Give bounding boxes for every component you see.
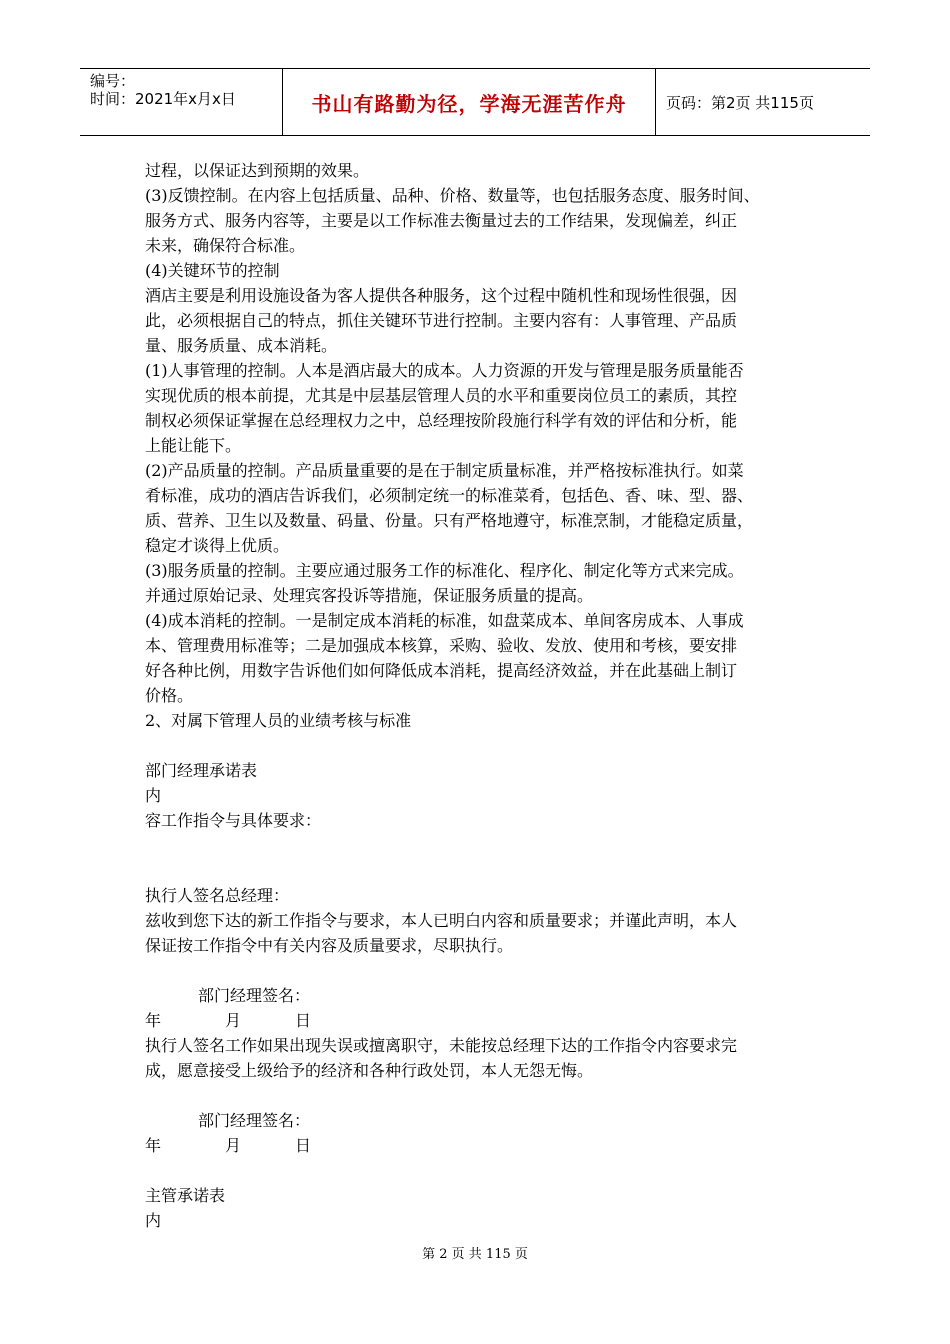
- body-line: 上能让能下。: [145, 436, 242, 455]
- form-executor-gm: 执行人签名总经理：: [145, 886, 290, 905]
- header-table: [80, 68, 870, 136]
- form-statement: 兹收到您下达的新工作指令与要求，本人已明白内容和质量要求；并谨此声明，本人: [145, 911, 738, 930]
- form-label-nei: 内: [145, 1211, 162, 1230]
- date-month: 月: [225, 1011, 242, 1030]
- body-line: (4)关键环节的控制: [145, 261, 280, 280]
- body-line: 过程，以保证达到预期的效果。: [145, 161, 370, 180]
- header-page-info: 页码：第2页 共115页: [666, 93, 814, 112]
- form-title: 主管承诺表: [145, 1186, 226, 1205]
- document-body: [145, 158, 825, 1233]
- date-year: 年: [145, 1011, 162, 1030]
- section-heading: 2、对属下管理人员的业绩考核与标准: [145, 711, 412, 730]
- body-line: 量、服务质量、成本消耗。: [145, 336, 338, 355]
- body-line: 酒店主要是利用设施设备为客人提供各种服务，这个过程中随机性和现场性很强，因: [145, 286, 738, 305]
- body-line: 服务方式、服务内容等，主要是以工作标准去衡量过去的工作结果，发现偏差，纠正: [145, 211, 738, 230]
- header-meta: [80, 69, 282, 135]
- body-line: 未来，确保符合标准。: [145, 236, 306, 255]
- date-day: 日: [295, 1136, 312, 1155]
- body-line: 实现优质的根本前提，尤其是中层基层管理人员的水平和重要岗位员工的素质，其控: [145, 386, 738, 405]
- form-executor-statement: 成，愿意接受上级给予的经济和各种行政处罚，本人无怨无悔。: [145, 1061, 594, 1080]
- page-footer: 第 2 页 共 115 页: [422, 1247, 528, 1262]
- form-executor-statement: 执行人签名工作如果出现失误或擅离职守，未能按总经理下达的工作指令内容要求完: [145, 1036, 738, 1055]
- body-line: 并通过原始记录、处理宾客投诉等措施，保证服务质量的提高。: [145, 586, 594, 605]
- body-line: 稳定才谈得上优质。: [145, 536, 290, 555]
- body-line: 好各种比例，用数字告诉他们如何降低成本消耗，提高经济效益，并在此基础上制订: [145, 661, 738, 680]
- body-line: 质、营养、卫生以及数量、码量、份量。只有严格地遵守，标准烹制，才能稳定质量，: [145, 511, 754, 530]
- date-year: 年: [145, 1136, 162, 1155]
- body-line: (3)服务质量的控制。主要应通过服务工作的标准化、程序化、制定化等方式来完成。: [145, 561, 744, 580]
- date-line: [145, 1133, 825, 1158]
- body-line: (1)人事管理的控制。人本是酒店最大的成本。人力资源的开发与管理是服务质量能否: [145, 361, 744, 380]
- body-line: 价格。: [145, 686, 194, 705]
- body-line: (3)反馈控制。在内容上包括质量、品种、价格、数量等，也包括服务态度、服务时间、: [145, 186, 760, 205]
- date-line: [145, 1008, 825, 1033]
- body-line: 肴标准，成功的酒店告诉我们，必须制定统一的标准菜肴，包括色、香、味、型、器、: [145, 486, 754, 505]
- body-line: (2)产品质量的控制。产品质量重要的是在于制定质量标准，并严格按标准执行。如菜: [145, 461, 744, 480]
- document-number-label: 编号：: [90, 72, 136, 90]
- document-time-label: 时间：2021年x月x日: [90, 90, 236, 108]
- signature-label: 部门经理签名：: [198, 986, 311, 1005]
- signature-label: 部门经理签名：: [198, 1111, 311, 1130]
- body-line: 此，必须根据自己的特点，抓住关键环节进行控制。主要内容有：人事管理、产品质: [145, 311, 738, 330]
- form-statement: 保证按工作指令中有关内容及质量要求，尽职执行。: [145, 936, 514, 955]
- form-label-nei: 内: [145, 786, 162, 805]
- form-title: 部门经理承诺表: [145, 761, 258, 780]
- header-motto: 书山有路勤为径，学海无涯苦作舟: [282, 69, 656, 135]
- form-content-label: 容工作指令与具体要求：: [145, 811, 322, 830]
- body-line: (4)成本消耗的控制。一是制定成本消耗的标准，如盘菜成本、单间客房成本、人事成: [145, 611, 744, 630]
- date-month: 月: [225, 1136, 242, 1155]
- body-line: 制权必须保证掌握在总经理权力之中，总经理按阶段施行科学有效的评估和分析，能: [145, 411, 738, 430]
- body-line: 本、管理费用标准等；二是加强成本核算，采购、验收、发放、使用和考核，要安排: [145, 636, 738, 655]
- date-day: 日: [295, 1011, 312, 1030]
